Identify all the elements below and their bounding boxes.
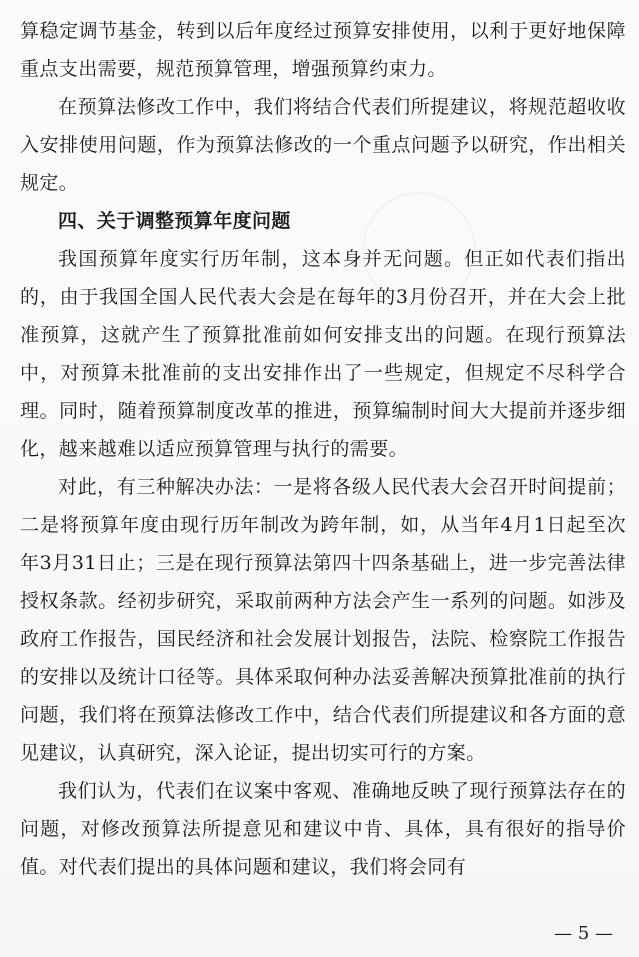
paragraph-budget-year: 我国预算年度实行历年制，这本身并无问题。但正如代表们指出的，由于我国全国人民代表大会是在每年的3月份召开，并在大会上批准预算，这就产生了预算批准前如何安排支出的问题。在现行预算法中，对预算未批准前的支出安排作出了一些规定，但规定不尽科学合理。同时，随着预算制度改革的推进，预算编制时间大大提前并逐步细化，越来越难以适应预算管理与执行的需要。 [20,248,626,460]
section-heading: 四、关于调整预算年度问题 [58,210,291,232]
paragraph-conclusion: 我们认为，代表们在议案中客观、准确地反映了现行预算法存在的问题，对修改预算法所提意见和建议中肯、具体，具有很好的指导价值。对代表们提出的具体问题和建议，我们将会同有 [20,780,626,878]
paragraph-revision-work: 在预算法修改工作中，我们将结合代表们所提建议，将规范超收收入安排使用问题，作为预算法修改的一个重点问题予以研究，作出相关规定。 [20,96,626,194]
page-number: — 5 — [554,923,613,944]
paragraph-solutions: 对此，有三种解决办法：一是将各级人民代表大会召开时间提前；二是将预算年度由现行历年制改为跨年制，如，从当年4月1日起至次年3月31日止；三是在现行预算法第四十四条基础上，进一步完善法律授权条款。经初步研究，采取前两种方法会产生一系列的问题。如涉及政府工作报告，国民经济和社会发展计划报告，法院、检察院工作报告的安排以及统计口径等。具体采取何种办法妥善解决预算批准前的执行问题，我们将在预算法修改工作中，结合代表们所提建议和各方面的意见建议，认真研究，深入论证，提出切实可行的方案。 [20,476,626,764]
paragraph-continuation: 算稳定调节基金，转到以后年度经过预算安排使用，以利于更好地保障重点支出需要，规范预算管理，增强预算约束力。 [20,20,626,80]
document-body [20,12,626,886]
